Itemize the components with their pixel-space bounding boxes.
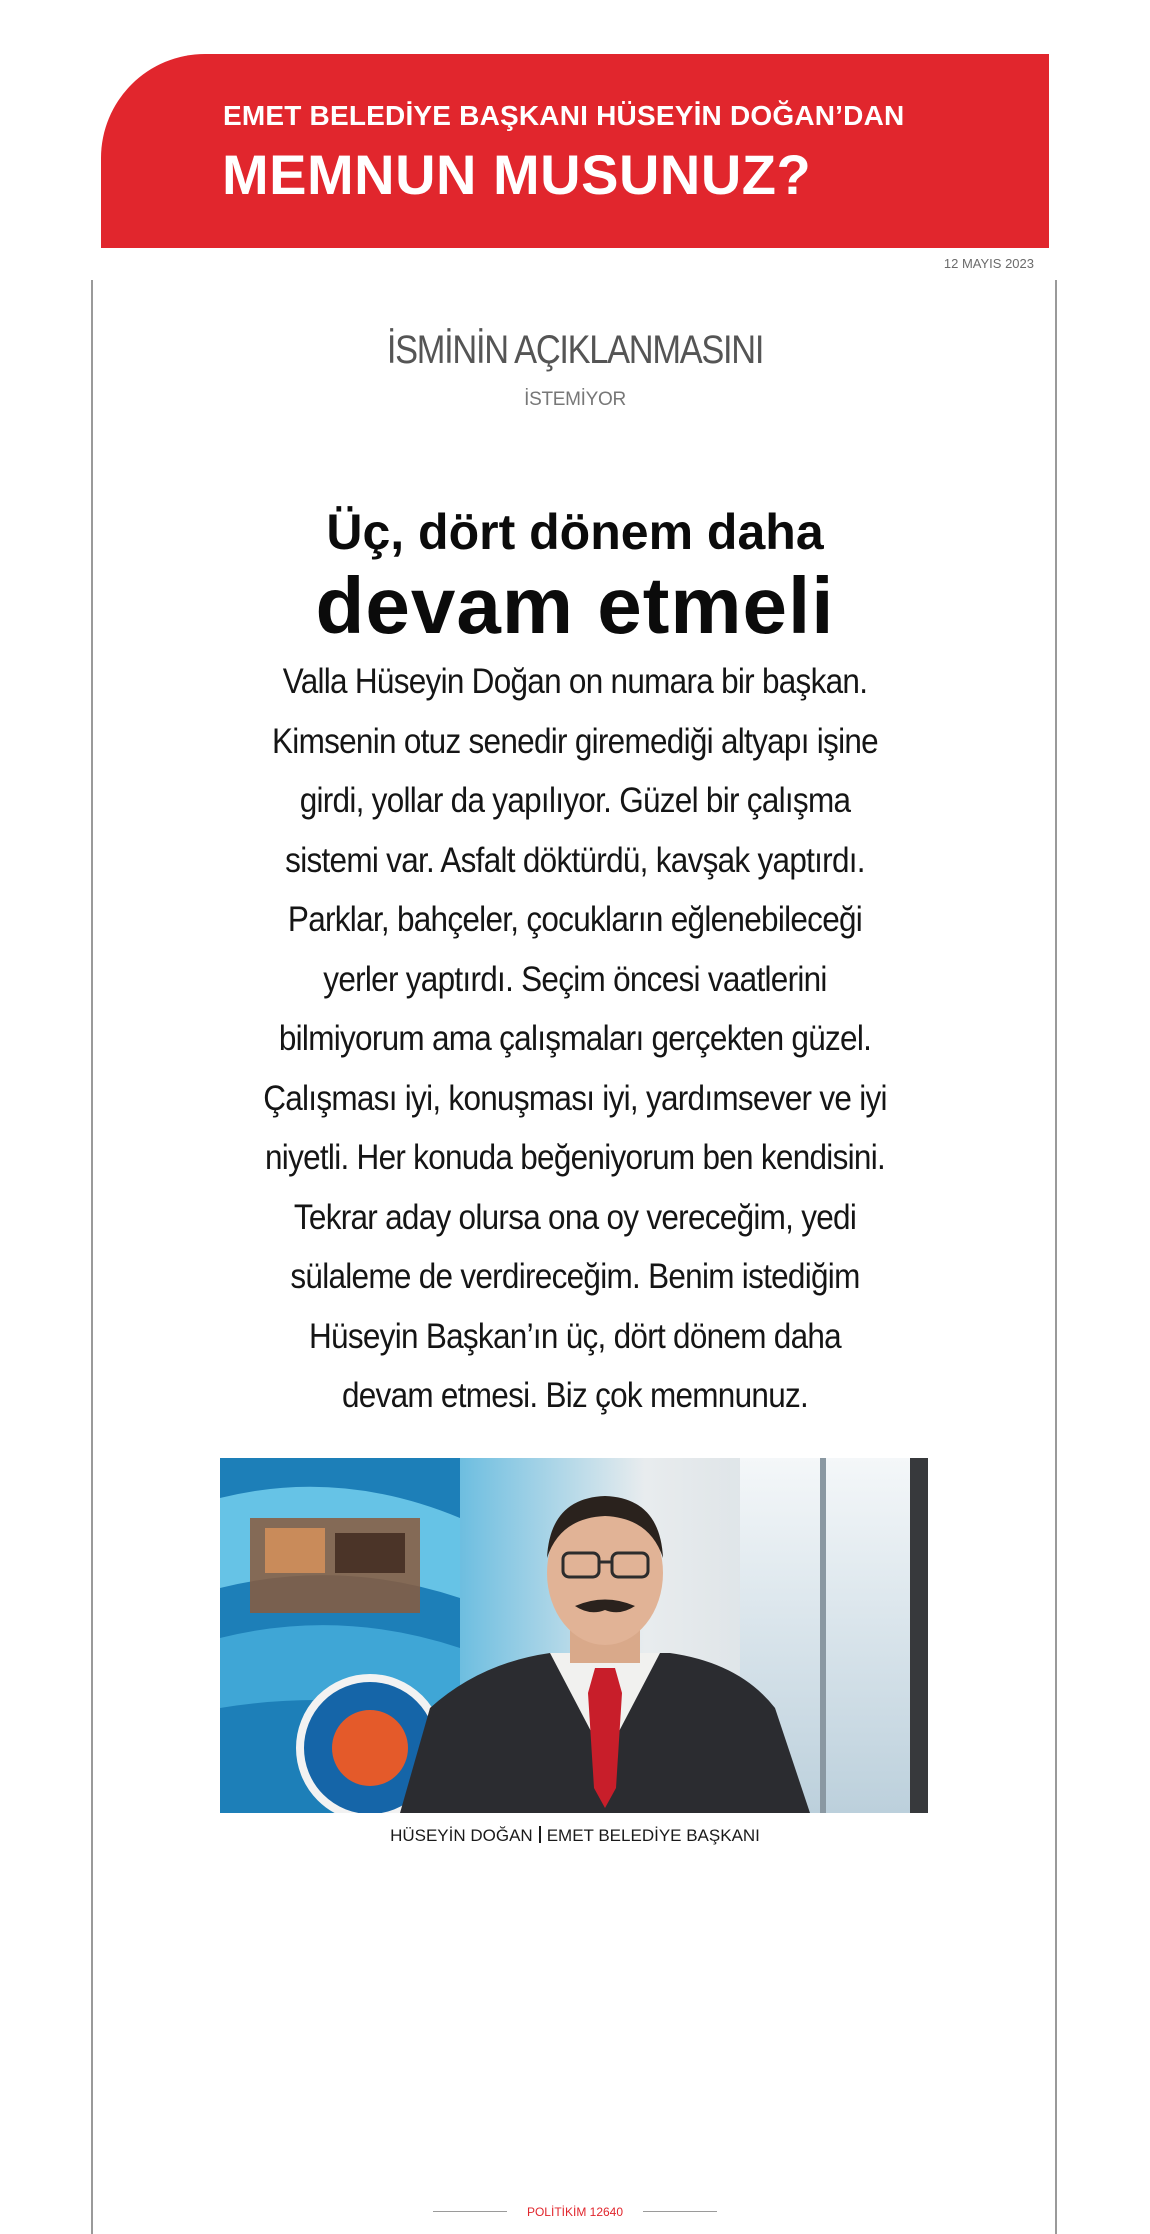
headline-line-2: devam etmeli: [315, 561, 835, 650]
photo-caption: [0, 1826, 1150, 1846]
footer-rule-right: [643, 2211, 717, 2212]
banner-title: MEMNUN MUSUNUZ?: [222, 143, 812, 206]
speaker-name: İSMİNİN AÇIKLANMASINI: [386, 328, 764, 372]
caption-role: EMET BELEDİYE BAŞKANI: [546, 1826, 760, 1845]
page-footer: [0, 2205, 1150, 2219]
banner-kicker: EMET BELEDİYE BAŞKANI HÜSEYİN DOĞAN’DAN: [223, 100, 905, 131]
mayor-photo: [220, 1458, 928, 1813]
caption-separator: [539, 1826, 541, 1843]
header-banner: [101, 54, 1049, 248]
headline-line-1: Üç, dört dönem daha: [326, 504, 824, 560]
article-body: Valla Hüseyin Doğan on numara bir başkan. Kimsenin otuz senedir giremediği altyapı işine girdi, yollar da yapılıyor. Güzel bir çalışma sistemi var. Asfalt döktürdü, kavşak yaptırdı. Parklar, bahçeler, çocukların eğlenebileceği yerler yaptırdı. Seçim öncesi vaatlerini bilmiyorum ama çalışmaları gerçekten güzel. Çalışması iyi, konuşması iyi, yardımsever ve iyi niyetli. Her konuda beğeniyorum ben kendisini. Tekrar aday olursa ona oy vereceğim, yedi sülaleme de verdireceğim. Benim istediğim Hüseyin Başkan’ın üç, dört dönem daha devam etmesi. Biz çok memnunuz.: [263, 662, 887, 1415]
footer-rule-left: [433, 2211, 507, 2212]
speaker-subtitle: İSTEMİYOR: [524, 389, 626, 410]
issue-date: 12 MAYIS 2023: [943, 256, 1034, 271]
footer-text: POLİTİKİM 12640: [526, 2205, 624, 2219]
mayor-portrait-illustration: [220, 1458, 928, 1813]
caption-name: HÜSEYİN DOĞAN: [390, 1826, 533, 1845]
